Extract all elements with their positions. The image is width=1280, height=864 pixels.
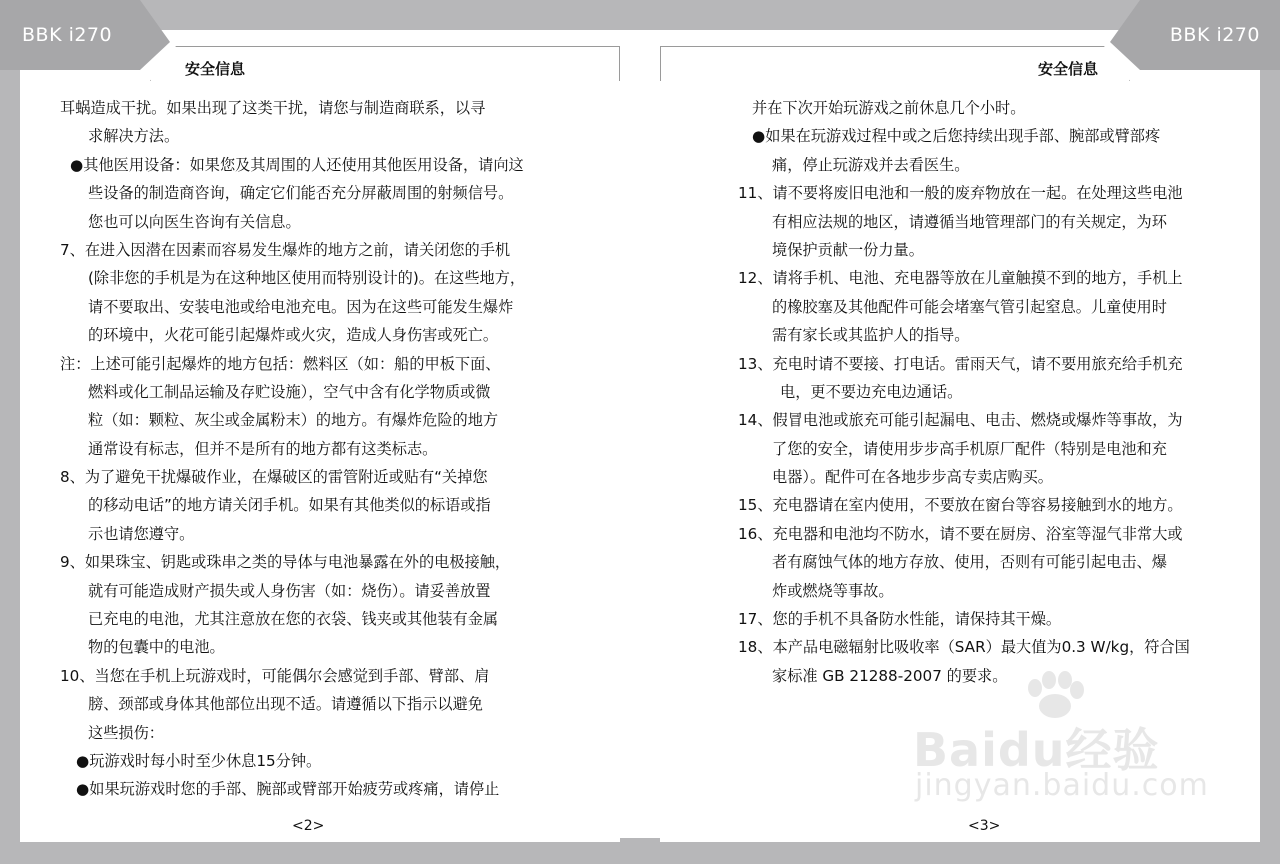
section-title-right: 安全信息 (1037, 60, 1098, 78)
text-line: 燃料或化工制品运输及存贮设施），空气中含有化学物质或微 (88, 382, 491, 401)
text-line: 13、充电时请不要接、打电话。雷雨天气，请不要用旅充给手机充 (738, 354, 1183, 373)
text-line: 12、请将手机、电池、充电器等放在儿童触摸不到的地方，手机上 (738, 269, 1183, 288)
text-line: 耳蜗造成干扰。如果出现了这类干扰，请您与制造商联系，以寻 (60, 99, 486, 117)
text-line: (除非您的手机是为在这种地区使用而特别设计的)。在这些地方， (88, 269, 526, 288)
page-number-left: <2> (292, 818, 325, 834)
text-line: 17、您的手机不具备防水性能，请保持其干燥。 (738, 610, 1062, 629)
text-line: 18、本产品电磁辐射比吸收率（SAR）最大值为0.3 W/kg，符合国 (738, 638, 1190, 657)
text-line: 10、当您在手机上玩游戏时，可能偶尔会感觉到手部、臂部、肩 (60, 666, 490, 685)
text-line: 需有家长或其监护人的指导。 (772, 326, 970, 345)
text-line: 15、充电器请在室内使用，不要放在窗台等容易接触到水的地方。 (738, 496, 1183, 515)
text-line: 的橡胶塞及其他配件可能会堵塞气管引起窒息。儿童使用时 (772, 297, 1167, 316)
text-line: 境保护贡献一份力量。 (772, 240, 924, 259)
text-line: 7、在进入因潜在因素而容易发生爆炸的地方之前，请关闭您的手机 (60, 240, 511, 259)
text-line: 9、如果珠宝、钥匙或珠串之类的导体与电池暴露在外的电极接触， (60, 553, 511, 572)
text-line: ●其他医用设备：如果您及其周围的人还使用其他医用设备，请向这 (70, 155, 524, 174)
text-line: 家标准 GB 21288-2007 的要求。 (772, 666, 1008, 685)
top-border (0, 0, 1280, 30)
paw-icon (1015, 670, 1095, 720)
text-line: 物的包囊中的电池。 (88, 638, 225, 657)
text-line: ●玩游戏时每小时至少休息15分钟。 (76, 751, 322, 770)
brand-label-left: BBK i270 (22, 24, 113, 46)
text-line: 的移动电话”的地方请关闭手机。如果有其他类似的标语或指 (88, 496, 491, 515)
text-line: 14、假冒电池或旅充可能引起漏电、电击、燃烧或爆炸等事故，为 (738, 411, 1183, 430)
text-line: 求解决方法。 (88, 127, 180, 146)
text-line: 这些损伤： (88, 723, 164, 742)
text-line: 的环境中，火花可能引起爆炸或火灾，造成人身伤害或死亡。 (88, 326, 499, 345)
text-line: 炸或燃烧等事故。 (772, 581, 894, 600)
text-line: 11、请不要将废旧电池和一般的废弃物放在一起。在处理这些电池 (738, 184, 1183, 203)
text-line: 电器）。配件可在各地步步高专卖店购买。 (772, 468, 1053, 487)
section-title-left: 安全信息 (185, 60, 246, 78)
text-line: 就有可能造成财产损失或人身伤害（如：烧伤）。请妥善放置 (88, 581, 491, 600)
text-line: 16、充电器和电池均不防水，请不要在厨房、浴室等湿气非常大或 (738, 524, 1183, 543)
text-line: 痛，停止玩游戏并去看医生。 (772, 155, 970, 174)
text-line: ●如果在玩游戏过程中或之后您持续出现手部、腕部或臂部疼 (752, 127, 1161, 146)
text-line: 电，更不要边充电边通话。 (780, 382, 963, 401)
text-line: 者有腐蚀气体的地方存放、使用，否则有可能引起电击、爆 (772, 553, 1167, 572)
text-line: 并在下次开始玩游戏之前休息几个小时。 (752, 99, 1026, 117)
brand-label-right: BBK i270 (1169, 24, 1260, 46)
baidu-watermark (905, 670, 1209, 815)
text-line: 8、为了避免干扰爆破作业，在爆破区的雷管附近或贴有“关掉您 (60, 468, 488, 487)
text-line: 请不要取出、安装电池或给电池充电。因为在这些可能发生爆炸 (88, 297, 514, 316)
watermark-url-text: jingyan.baidu.com (915, 768, 1209, 803)
text-line: 有相应法规的地区，请遵循当地管理部门的有关规定，为环 (772, 212, 1167, 231)
text-line: 些设备的制造商咨询，确定它们能否充分屏蔽周围的射频信号。 (88, 184, 514, 203)
text-line: 粒（如：颗粒、灰尘或金属粉末）的地方。有爆炸危险的地方 (88, 411, 499, 430)
left-page-content (60, 94, 560, 804)
text-line: ●如果玩游戏时您的手部、腕部或臂部开始疲劳或疼痛，请停止 (76, 780, 500, 799)
text-line: 了您的安全，请使用步步高手机原厂配件（特别是电池和充 (772, 439, 1167, 458)
text-line: 您也可以向医生咨询有关信息。 (88, 212, 301, 231)
text-line: 示也请您遵守。 (88, 524, 195, 543)
watermark-main-text: Baidu经验 (913, 723, 1160, 777)
text-line: 膀、颈部或身体其他部位出现不适。请遵循以下指示以避免 (88, 695, 483, 714)
page-number-right: <3> (968, 818, 1001, 834)
text-line: 通常设有标志，但并不是所有的地方都有这类标志。 (88, 439, 438, 458)
text-line: 注：上述可能引起爆炸的地方包括：燃料区（如：船的甲板下面、 (60, 354, 501, 373)
right-page-content (738, 94, 1238, 690)
text-line: 已充电的电池，尤其注意放在您的衣袋、钱夹或其他装有金属 (88, 610, 499, 629)
